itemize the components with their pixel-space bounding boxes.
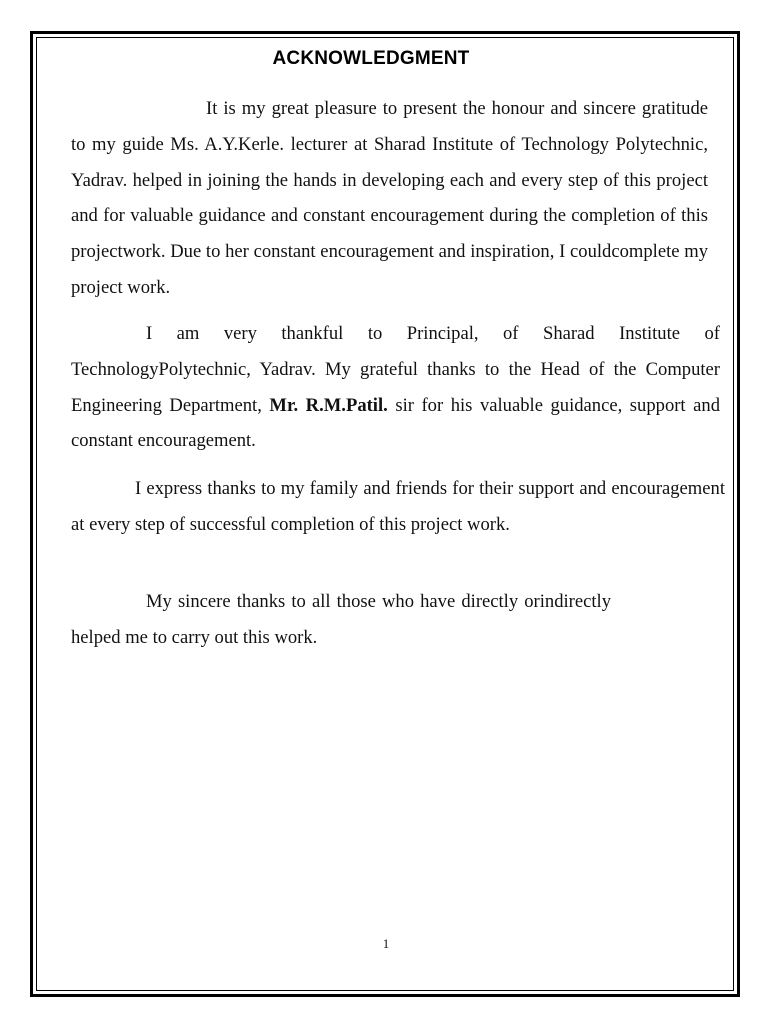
- paragraph-principal-text: I am very thankful to Principal, of Sharad Institute of TechnologyPolytechnic, Yadrav. My grateful thanks to the Head of the Computer Engineering Department,: [71, 323, 720, 416]
- paragraph-family-thanks: I express thanks to my family and friends for their support and encouragement at every step of successful completion of this project work.: [71, 478, 725, 535]
- paragraph-principal-thanks: [71, 316, 720, 459]
- paragraph-guide-thanks: It is my great pleasure to present the honour and sincere gratitude to my guide Ms. A.Y.Kerle. lecturer at Sharad Institute of Technology Polytechnic, Yadrav. helped in joining the hands in developing each and every step of this project and for valuable guidance and constant encouragement during the completion of this projectwork. Due to her constant encouragement and inspiration, I couldcomplete my project work.: [71, 98, 708, 298]
- document-title: ACKNOWLEDGMENT: [272, 48, 470, 69]
- hod-name: Mr. R.M.Patil.: [269, 394, 388, 416]
- paragraph-all-thanks: My sincere thanks to all those who have directly orindirectly helped me to carry out this work.: [71, 591, 611, 648]
- page-number: 1: [382, 936, 390, 951]
- paragraph-principal-text-end: sir for his valuable guidance, support and constant encouragement.: [71, 394, 720, 452]
